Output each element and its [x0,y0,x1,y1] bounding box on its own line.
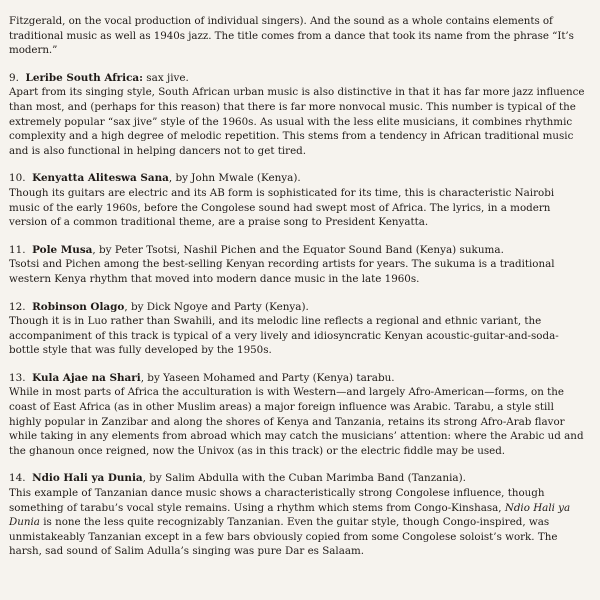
track-credit: , by John Mwale (Kenya). [168,172,301,185]
track-title: Kula Ajae na Shari [32,371,141,384]
track-title: Pole Musa [32,243,93,256]
track-credit: , by Yaseen Mohamed and Party (Kenya) tarabu. [140,371,395,384]
track-number: 14. [9,472,26,485]
track-heading [9,243,586,258]
italic-song-title: Ndio Hali ya Dunia [9,501,571,529]
track-entry-9 [9,71,586,159]
track-title: Ndio Hali ya Dunia [32,472,143,485]
track-number: 11. [9,243,26,256]
track-entry-14 [9,471,586,559]
track-heading [9,371,586,386]
description-part: is none the less quite recognizably Tanzanian. Even the guitar style, though Congo-inspired, was unmistakeably Tanzanian except in a few bars obviously copied from some Congolese soloist’s work. The harsh, sad sound of Salim Adulla’s singing was pure Dar es Salaam. [9,516,558,558]
track-credit: , by Salim Abdulla with the Cuban Marimba Band (Tanzania). [142,472,466,485]
track-title: Robinson Olago [32,300,125,313]
track-number: 10. [9,172,26,185]
track-description: Though it is in Luo rather than Swahili, and its melodic line reflects a regional and ethnic variant, the accompaniment of this track is typical of a very lively and idiosyncratic Kenyan acoustic-guitar-and-soda-bottle style that was fully developed by the 1950s. [9,315,559,357]
track-description: Tsotsi and Pichen among the best-selling Kenyan recording artists for years. The sukuma is a traditional western Kenya rhythm that moved into modern dance music in the late 1960s. [9,258,555,285]
description-part: This example of Tanzanian dance music shows a characteristically strong Congolese influence, though something of tarabu’s vocal style remains. Using a rhythm which stems from Congo-Kinshasa, [9,487,545,514]
track-credit: sax jive. [143,71,189,84]
track-number: 9. [9,71,19,84]
track-entry-12 [9,300,586,358]
track-credit: , by Dick Ngoye and Party (Kenya). [124,300,309,313]
track-heading [9,71,586,86]
track-entry-11 [9,243,586,287]
track-heading [9,171,586,186]
track-heading [9,471,586,486]
track-description: Though its guitars are electric and its AB form is sophisticated for its time, this is characteristic Nairobi music of the early 1960s, before the Congolese sound had swept most of Africa. The lyrics, in a modern version of a common traditional theme, are a praise song to President Kenyatta. [9,186,555,229]
track-number: 13. [9,371,26,384]
track-entry-13 [9,371,586,459]
track-entry-10 [9,171,586,229]
track-description: Apart from its singing style, South African urban music is also distinctive in that it has far more jazz influence than most, and (perhaps for this reason) that there is far more nonvocal music. This number is typical of the extremely popular “sax jive” style of the 1960s. As usual with the less elite musicians, it combines rhythmic complexity and a high degree of melodic repetition. This stems from a tendency in African traditional music and is also functional in helping dancers not to get tired. [9,86,585,157]
track-description [9,486,586,559]
track-description: While in most parts of Africa the acculturation is with Western—and largely Afro-American—forms, on the coast of East Africa (as in other Muslim areas) a major foreign influence was Arabic. Tarabu, a style still highly popular in Zanzibar and along the shores of Kenya and Tanzania, retains its strong Afro-Arab flavor while taking in any elements from abroad which may catch the musicians’ attention: where the Arabic ud and the ghanoun once reigned, now the Univox (as in this track) or the electric fiddle may be used. [9,386,584,457]
track-title: Kenyatta Aliteswa Sana [32,172,169,185]
intro-paragraph: Fitzgerald, on the vocal production of individual singers). And the sound as a whole contains elements of traditional music as well as 1940s jazz. The title comes from a dance that took its name from the phrase “It’s modern.” [9,15,574,57]
track-heading [9,300,586,315]
track-credit: , by Peter Tsotsi, Nashil Pichen and the Equator Sound Band (Kenya) sukuma. [92,243,504,256]
track-number: 12. [9,300,26,313]
track-title: Leribe South Africa: [25,71,143,84]
